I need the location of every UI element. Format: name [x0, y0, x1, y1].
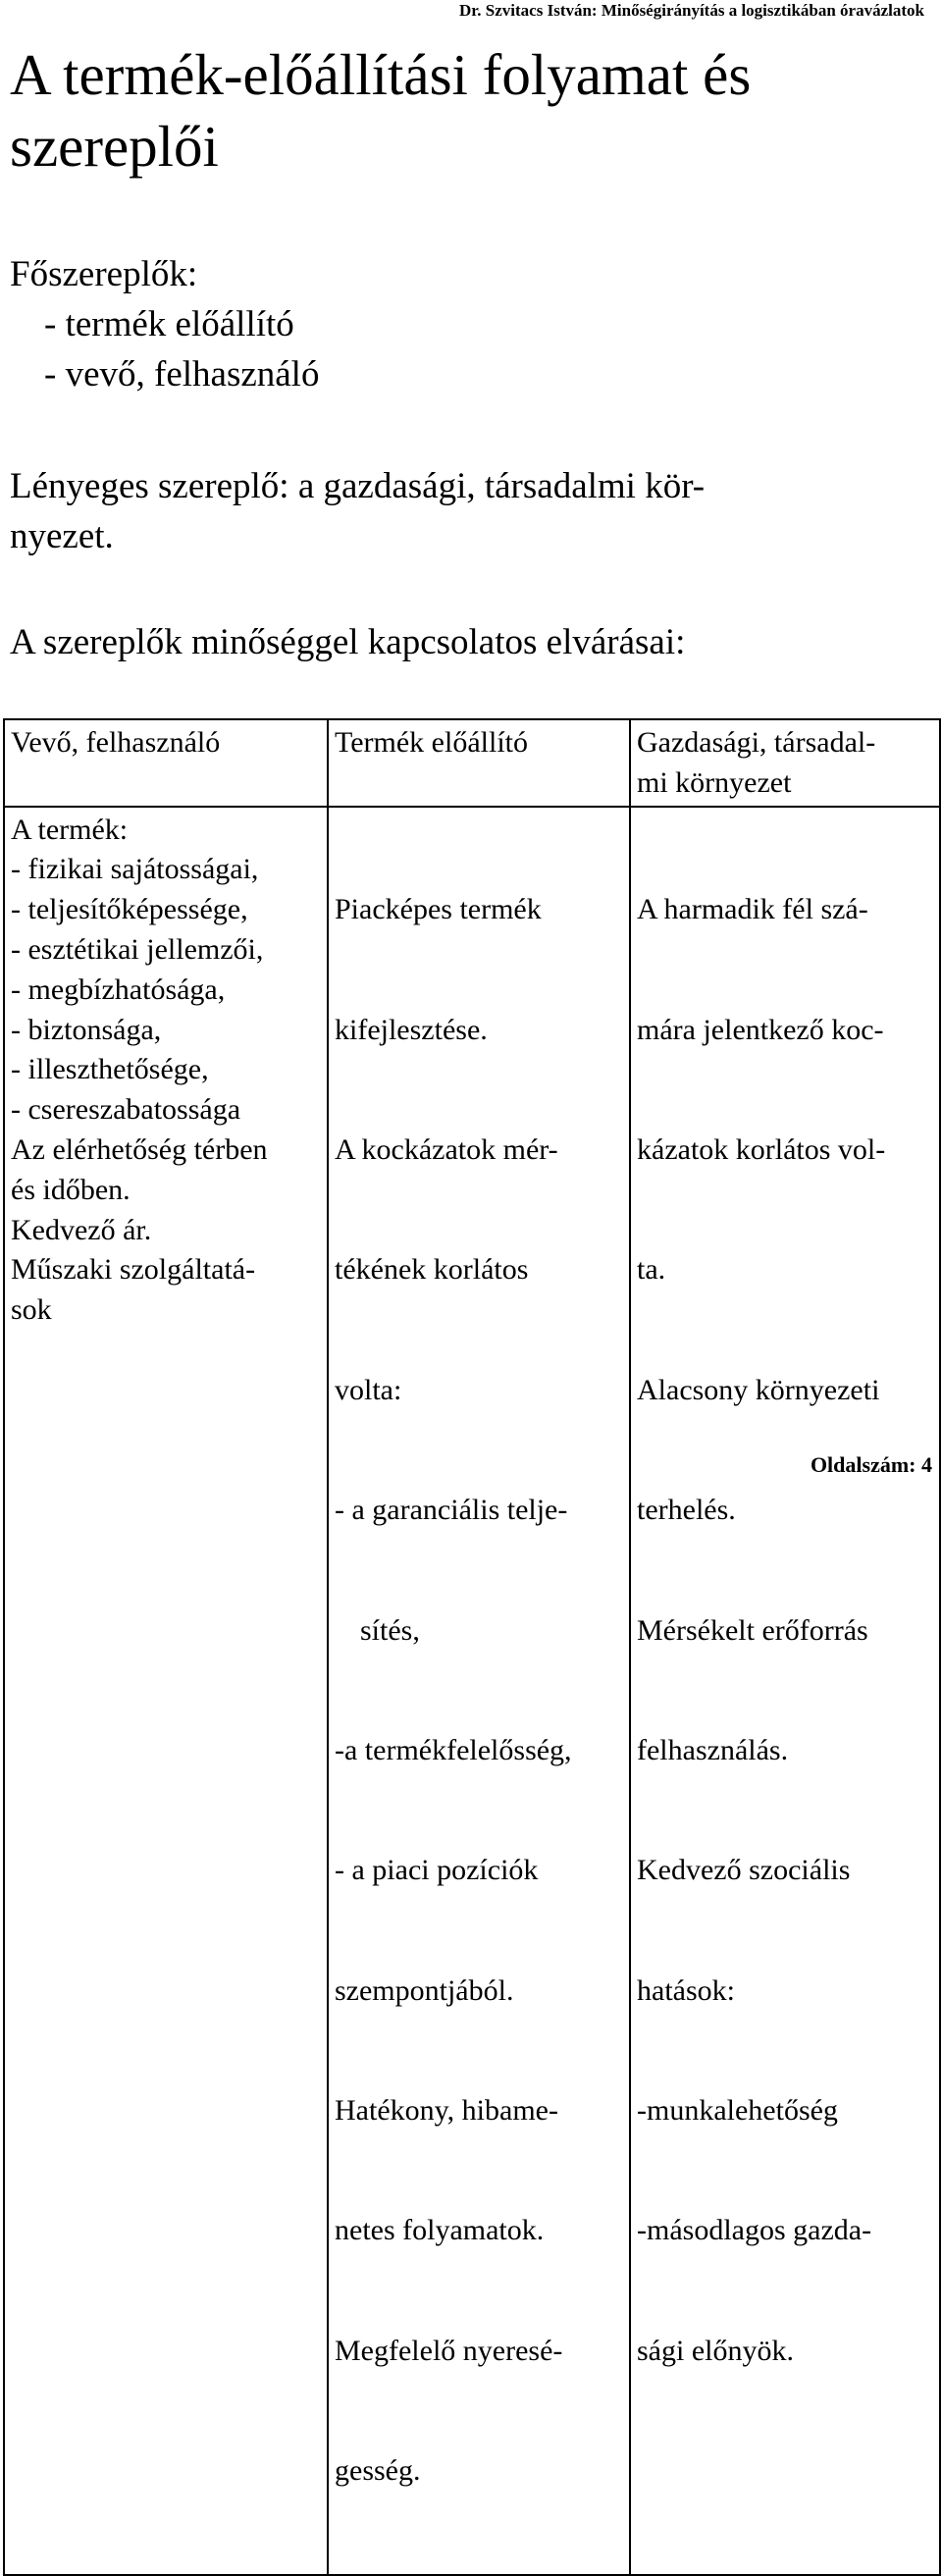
cell-line: -munkalehetőség — [637, 2094, 838, 2128]
cell-line: sítés, — [360, 1613, 420, 1647]
cell-line: A kockázatok mér- — [335, 1132, 558, 1166]
header-buyer: Vevő, felhasználó — [4, 719, 328, 807]
cell-line: hatások: — [637, 1973, 735, 2007]
title-line-2: szereplői — [10, 114, 219, 179]
cell-line: tékének korlátos — [335, 1253, 529, 1287]
important-actor-line-2: nyezet. — [10, 516, 114, 556]
main-actors-heading: Főszereplők: — [10, 254, 198, 294]
header-producer: Termék előállító — [328, 719, 630, 807]
producer-expectations-cell — [328, 807, 630, 2575]
cell-line: gesség. — [335, 2454, 421, 2488]
page-number: Oldalszám: 4 — [810, 1452, 932, 1477]
header-environment — [630, 719, 940, 807]
cell-line: - teljesítőképessége, — [11, 893, 248, 926]
cell-line: - biztonsága, — [11, 1013, 162, 1046]
environment-expectations-cell — [630, 807, 940, 2575]
cell-line: Kedvező ár. — [11, 1213, 152, 1246]
cell-line: A termék: — [11, 813, 129, 846]
main-actors-section — [10, 249, 319, 399]
cell-line: kifejlesztése. — [335, 1013, 488, 1046]
cell-line: - a piaci pozíciók — [335, 1854, 539, 1887]
cell-line: terhelés. — [637, 1494, 736, 1527]
table-row — [4, 807, 940, 2575]
cell-line: Az elérhetőség térben — [11, 1132, 268, 1166]
cell-line: Kedvező szociális — [637, 1854, 851, 1887]
cell-line: Hatékony, hibame- — [335, 2094, 558, 2128]
cell-line: sági előnyök. — [637, 2334, 794, 2367]
cell-line: A harmadik fél szá- — [637, 893, 868, 926]
cell-line: Műszaki szolgáltatá- — [11, 1253, 256, 1287]
table-header-row — [4, 719, 940, 807]
cell-line: -másodlagos gazda- — [637, 2214, 872, 2247]
cell-line: sok — [11, 1293, 52, 1327]
main-actor-item: - vevő, felhasználó — [44, 354, 320, 394]
cell-line: - a garanciális telje- — [335, 1494, 568, 1527]
buyer-expectations-cell — [4, 807, 328, 2575]
important-actor-paragraph — [10, 461, 705, 561]
cell-line: - megbízhatósága, — [11, 973, 226, 1006]
important-actor-line-1: Lényeges szereplő: a gazdasági, társadalmi kör- — [10, 466, 706, 506]
expectations-table — [3, 718, 941, 2576]
cell-line: kázatok korlátos vol- — [637, 1132, 886, 1166]
cell-line: és időben. — [11, 1173, 131, 1206]
cell-line: ta. — [637, 1253, 666, 1287]
cell-line: -a termékfelelősség, — [335, 1733, 572, 1766]
header-environment-line-2: mi környezet — [637, 765, 792, 799]
cell-line: - esztétikai jellemzői, — [11, 932, 264, 966]
cell-line: - illeszthetősége, — [11, 1053, 209, 1086]
title-line-1: A termék-előállítási folyamat és — [10, 42, 752, 107]
expectations-heading: A szereplők minőséggel kapcsolatos elvárásai: — [10, 622, 686, 662]
cell-line: Megfelelő nyeresé- — [335, 2334, 563, 2367]
main-actor-item: - termék előállító — [44, 304, 294, 344]
cell-line: - fizikai sajátosságai, — [11, 853, 259, 886]
cell-line: Piacképes termék — [335, 893, 542, 926]
cell-line: netes folyamatok. — [335, 2214, 545, 2247]
running-header: Dr. Szvitacs István: Minőségirányítás a logisztikában óravázlatok — [459, 1, 924, 20]
cell-line: felhasználás. — [637, 1733, 789, 1766]
cell-line: - csereszabatossága — [11, 1093, 241, 1127]
cell-line: Alacsony környezeti — [637, 1373, 880, 1406]
cell-line: mára jelentkező koc- — [637, 1013, 884, 1046]
cell-line: volta: — [335, 1373, 402, 1406]
cell-line: szempontjából. — [335, 1973, 514, 2007]
cell-line: Mérsékelt erőforrás — [637, 1613, 868, 1647]
header-environment-line-1: Gazdasági, társadal- — [637, 726, 876, 759]
page-title — [10, 39, 922, 183]
